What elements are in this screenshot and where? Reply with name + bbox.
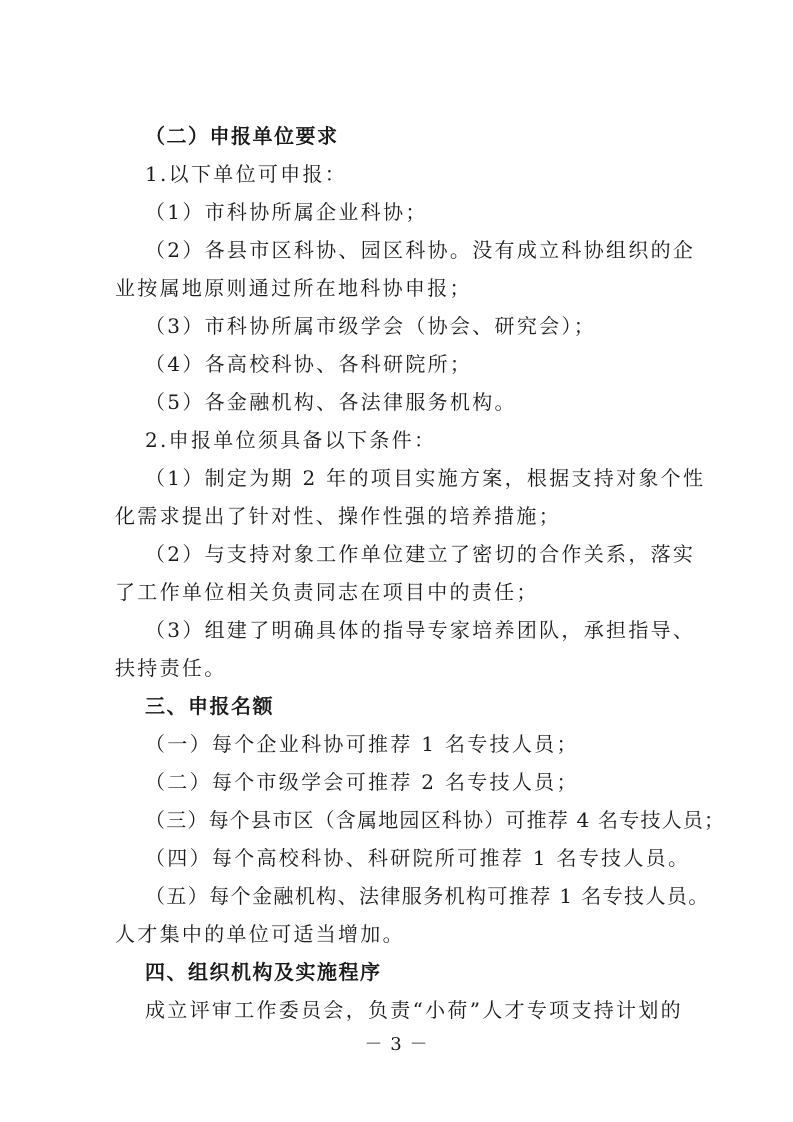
item-1-line-4: （4）各高校科协、各科研院所； — [145, 352, 473, 376]
section-4-heading: 四、组织机构及实施程序 — [145, 960, 382, 984]
quota-line-1: （一）每个企业科协可推荐 1 名专技人员； — [145, 732, 579, 756]
item-1-line-2-wrap: 业按属地原则通过所在地科协申报； — [115, 276, 472, 300]
quota-line-4: （四）每个高校科协、科研院所可推荐 1 名专技人员。 — [145, 846, 691, 870]
section-3-heading: 三、申报名额 — [145, 694, 274, 718]
page-number: － 3 － — [364, 1034, 429, 1055]
quota-line-5: （五）每个金融机构、法律服务机构可推荐 1 名专技人员。 — [145, 884, 710, 908]
item-1-line-3: （3）市科协所属市级学会（协会、研究会）； — [145, 314, 597, 338]
section-2-heading: （二）申报单位要求 — [145, 124, 339, 148]
section-4-text: 成立评审工作委员会，负责“小荷”人才专项支持计划的 — [145, 998, 683, 1022]
item-2-title: 2.申报单位须具备以下条件： — [145, 428, 437, 452]
item-2-line-1-wrap: 化需求提出了针对性、操作性强的培养措施； — [115, 504, 561, 528]
quota-line-2: （二）每个市级学会可推荐 2 名专技人员； — [145, 770, 579, 794]
item-2-line-2-wrap: 了工作单位相关负责同志在项目中的责任； — [115, 580, 539, 604]
item-2-line-1: （1）制定为期 2 年的项目实施方案，根据支持对象个性 — [145, 466, 706, 490]
item-1-line-2: （2）各县市区科协、园区科协。没有成立科协组织的企 — [145, 238, 696, 262]
item-2-line-3-wrap: 扶持责任。 — [115, 656, 227, 680]
quota-line-3: （三）每个县市区（含属地园区科协）可推荐 4 名专技人员； — [145, 808, 726, 832]
item-2-line-2: （2）与支持对象工作单位建立了密切的合作关系，落实 — [145, 542, 696, 566]
item-1-title: 1.以下单位可申报： — [145, 162, 348, 186]
item-1-line-1: （1）市科协所属企业科协； — [145, 200, 428, 224]
item-1-line-5: （5）各金融机构、各法律服务机构。 — [145, 390, 517, 414]
item-2-line-3: （3）组建了明确具体的指导专家培养团队，承担指导、 — [145, 618, 696, 642]
quota-line-5-wrap: 人才集中的单位可适当增加。 — [115, 922, 405, 946]
